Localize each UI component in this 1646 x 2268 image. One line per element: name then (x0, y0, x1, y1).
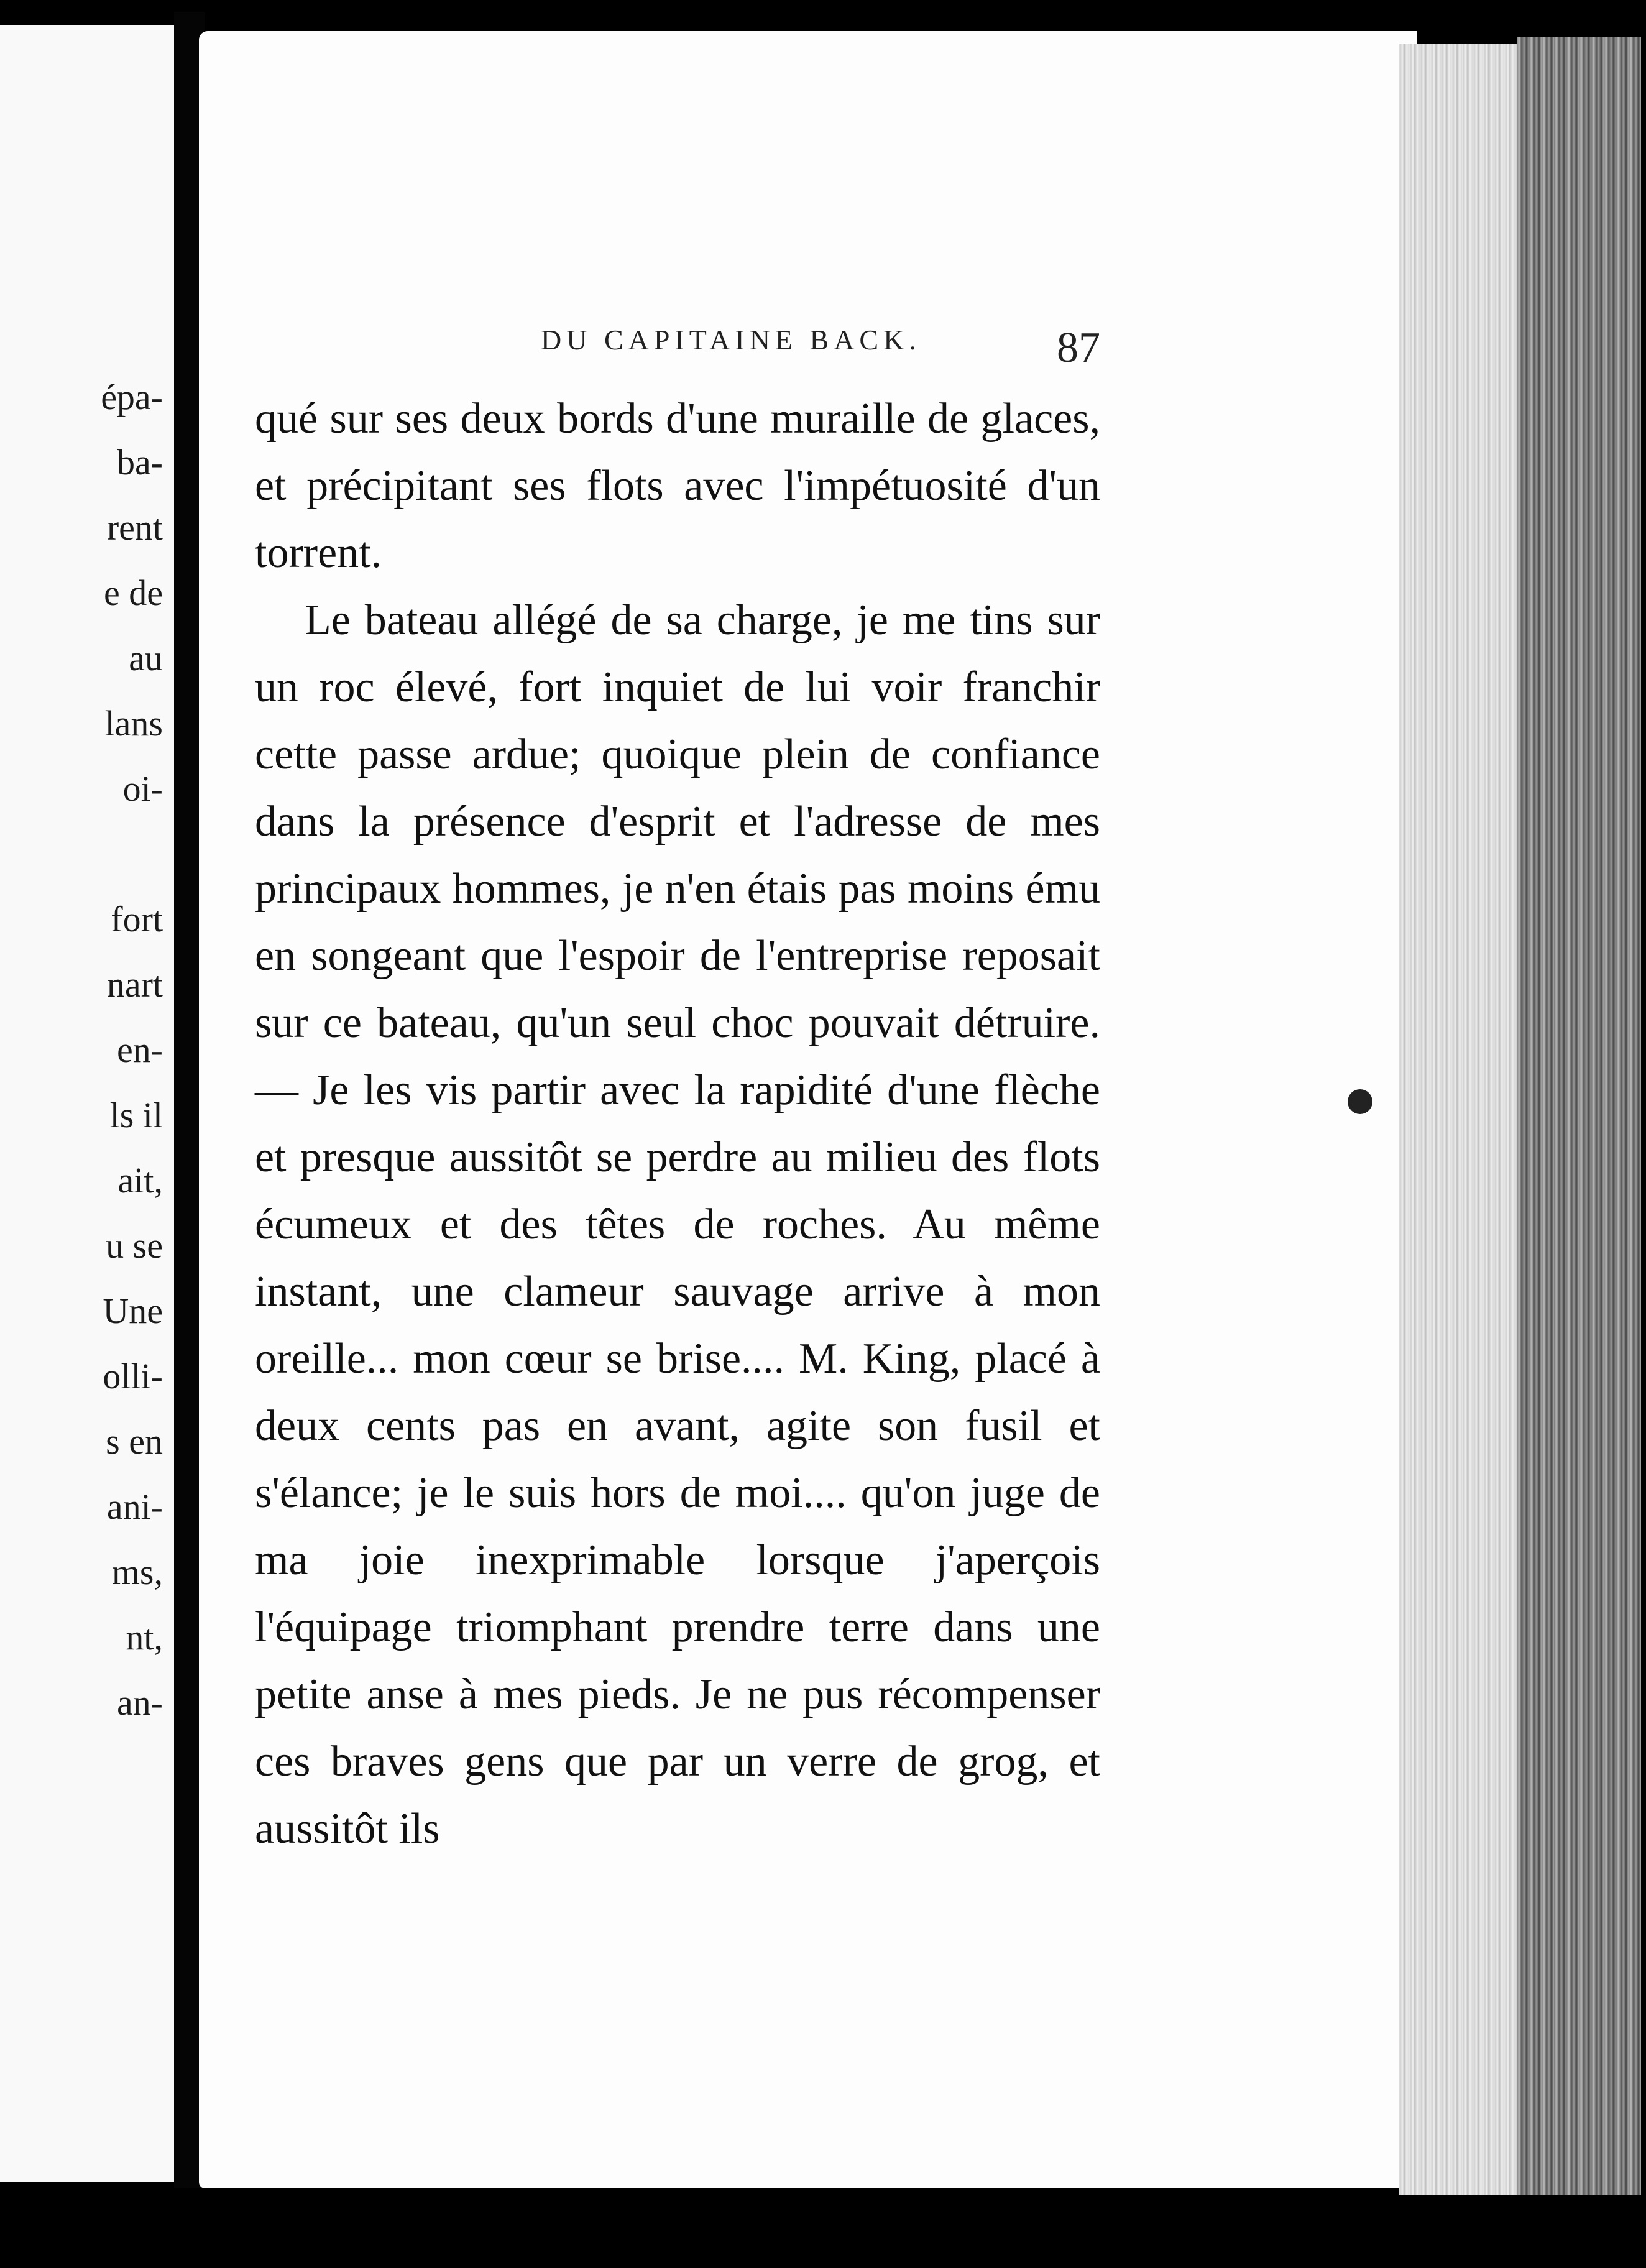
left-text-fragment: ls il (109, 1095, 163, 1135)
left-text-fragment: ani- (106, 1487, 163, 1527)
running-head: DU CAPITAINE BACK. (541, 324, 921, 356)
ink-spot (1348, 1089, 1372, 1114)
left-text-fragment: e de (104, 573, 163, 613)
left-text-fragment: ms, (111, 1552, 163, 1592)
left-text-fragment: au (129, 638, 163, 678)
left-text-fragment: oi- (122, 768, 163, 809)
left-text-fragment: fort (111, 899, 163, 939)
left-text-fragment: nt, (126, 1617, 163, 1657)
body-text (255, 385, 1100, 1863)
paragraph: Le bateau allégé de sa charge, je me tins sur un roc élevé, fort inquiet de lui voir franchir cette passe ardue; quoique plein de confiance dans la présence d'esprit et l'adresse de mes principaux hommes, je n'en étais pas moins ému en songeant que l'espoir de l'entreprise reposait sur ce bateau, qu'un seul choc pouvait détruire. — Je les vis partir avec la rapidité d'une flèche et presque aussitôt se perdre au milieu des flots écumeux et des têtes de roches. Au même instant, une clameur sauvage arrive à mon oreille... mon cœur se brise.... M. King, placé à deux cents pas en avant, agite son fusil et s'élance; je le suis hors de moi.... qu'on juge de ma joie inexprimable lorsque j'aperçois l'équipage triomphant prendre terre dans une petite anse à mes pieds. Je ne pus récompenser ces braves gens que par un verre de grog, et aussitôt ils (255, 596, 1100, 1853)
left-text-fragment: ba- (116, 442, 163, 482)
left-text-fragment: olli- (103, 1356, 163, 1396)
left-text-fragment: Une (103, 1291, 163, 1331)
left-text-fragment: ait, (117, 1160, 163, 1201)
paragraph: qué sur ses deux bords d'une muraille de glaces, et précipitant ses flots avec l'impétuosité d'un torrent. (255, 395, 1100, 577)
page-edge-shadow (1517, 37, 1641, 2195)
left-text-fragment: s en (106, 1421, 163, 1462)
left-text-fragment: u se (106, 1225, 163, 1266)
previous-page (0, 25, 178, 2182)
page-number: 87 (1057, 324, 1100, 372)
left-text-fragment: en- (116, 1030, 163, 1070)
left-text-fragment: an- (116, 1682, 163, 1723)
left-text-fragment: lans (104, 703, 163, 744)
left-text-fragment: nart (106, 964, 163, 1005)
left-text-fragment: épa- (101, 377, 163, 417)
left-text-fragment: rent (106, 507, 163, 548)
